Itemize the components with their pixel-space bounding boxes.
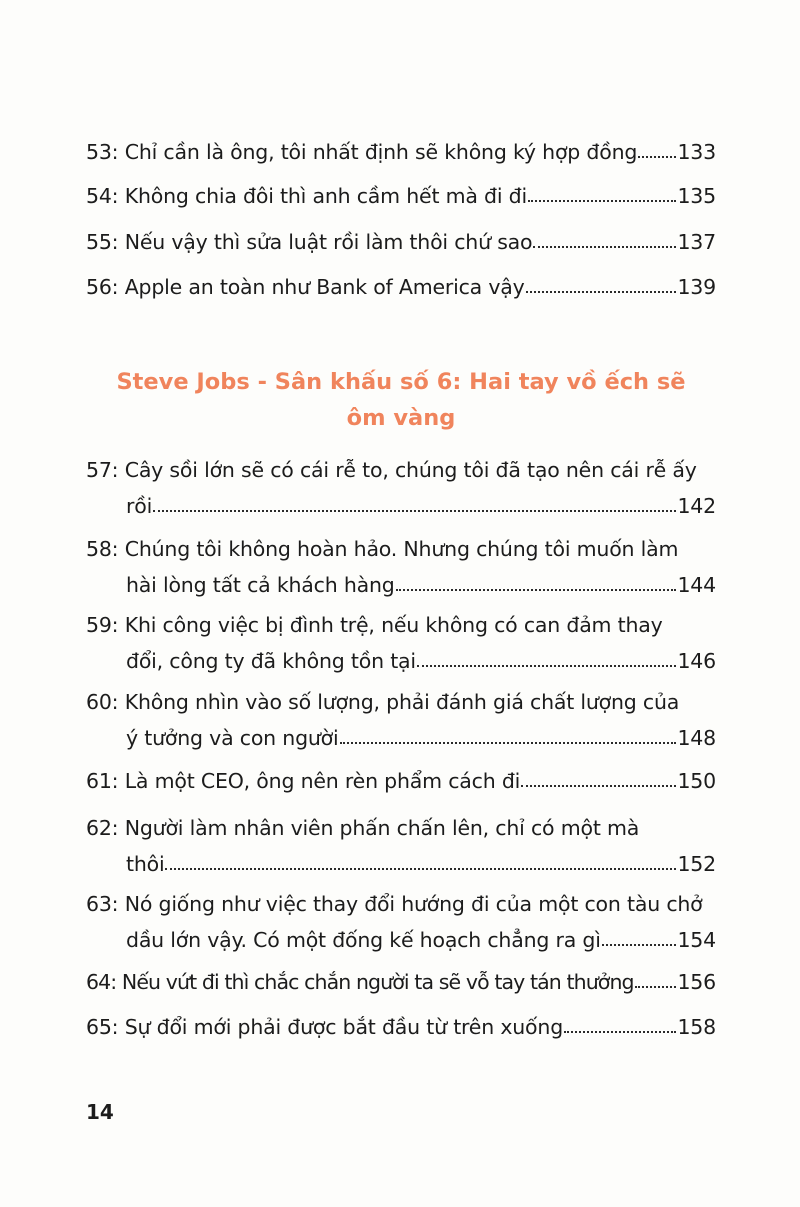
toc-entry-page: 146 [677, 649, 716, 673]
dot-leader [526, 274, 677, 294]
toc-entry-title: 61: Là một CEO, ông nên rèn phẩm cách đi [86, 769, 521, 793]
toc-entry-title: 63: Nó giống như việc thay đổi hướng đi của một con tàu chở [86, 892, 703, 916]
toc-entry-page: 139 [677, 275, 716, 299]
toc-entry-page: 150 [677, 769, 716, 793]
toc-entry-65[interactable] [86, 1009, 716, 1045]
dot-leader [564, 1014, 676, 1034]
page-number: 14 [86, 1100, 114, 1124]
toc-entry-page: 152 [677, 852, 716, 876]
toc-entry-55[interactable] [86, 224, 716, 260]
toc-entry-title: 64: Nếu vứt đi thì chắc chắn người ta sẽ vỗ tay tán thưởng [86, 970, 634, 994]
toc-entry-title-cont: đổi, công ty đã không tồn tại [126, 649, 416, 673]
toc-entry-title: 58: Chúng tôi không hoàn hảo. Nhưng chúng tôi muốn làm [86, 537, 679, 561]
toc-entry-54[interactable] [86, 178, 716, 214]
toc-entry-title-cont: ý tưởng và con người [126, 726, 339, 750]
toc-entry-title: 62: Người làm nhân viên phấn chấn lên, chỉ có một mà [86, 816, 640, 840]
toc-entry-title: 60: Không nhìn vào số lượng, phải đánh giá chất lượng của [86, 690, 680, 714]
toc-entry-page: 137 [677, 230, 716, 254]
toc-entry-59[interactable] [86, 607, 716, 679]
toc-entry-page: 158 [677, 1015, 716, 1039]
toc-entry-title: 59: Khi công việc bị đình trệ, nếu không có can đảm thay [86, 613, 663, 637]
section-heading-line-1: Steve Jobs - Sân khấu số 6: Hai tay vồ ếch sẽ [116, 369, 686, 395]
toc-entry-page: 156 [677, 970, 716, 994]
toc-entry-57[interactable] [86, 452, 716, 524]
toc-entry-title: 57: Cây sồi lớn sẽ có cái rễ to, chúng tôi đã tạo nên cái rễ ấy [86, 458, 697, 482]
toc-entry-title: 53: Chỉ cần là ông, tôi nhất định sẽ không ký hợp đồng [86, 140, 638, 164]
toc-entry-title: 56: Apple an toàn như Bank of America vậy [86, 275, 525, 299]
toc-entry-60[interactable] [86, 684, 716, 756]
toc-entry-62[interactable] [86, 810, 716, 882]
toc-entry-61[interactable] [86, 763, 716, 799]
toc-entry-64[interactable] [86, 964, 716, 1000]
toc-entry-title: 65: Sự đổi mới phải được bắt đầu từ trên xuống [86, 1015, 564, 1039]
dot-leader [528, 183, 676, 203]
toc-entry-title-cont: hài lòng tất cả khách hàng [126, 573, 395, 597]
toc-entry-page: 154 [677, 928, 716, 952]
dot-leader [533, 229, 676, 249]
toc-entry-title-cont: rồi [126, 494, 153, 518]
dot-leader [396, 572, 677, 592]
toc-entry-page: 144 [677, 573, 716, 597]
toc-entry-title: 54: Không chia đôi thì anh cầm hết mà đi đi [86, 184, 527, 208]
toc-entry-56[interactable] [86, 269, 716, 305]
toc-entry-title: 55: Nếu vậy thì sửa luật rồi làm thôi chứ sao [86, 230, 533, 254]
dot-leader [602, 927, 677, 947]
toc-entry-53[interactable] [86, 134, 716, 170]
toc-entry-page: 135 [677, 184, 716, 208]
toc-entry-page: 148 [677, 726, 716, 750]
dot-leader [635, 969, 677, 989]
dot-leader [340, 725, 677, 745]
dot-leader [638, 139, 676, 159]
dot-leader [165, 851, 676, 871]
dot-leader [521, 768, 676, 788]
section-heading-line-2: ôm vàng [346, 405, 456, 431]
toc-entry-page: 142 [677, 494, 716, 518]
toc-entry-title-cont: dầu lớn vậy. Có một đống kế hoạch chẳng ra gì [126, 928, 601, 952]
toc-entry-58[interactable] [86, 531, 716, 603]
toc-entry-title-cont: thôi [126, 852, 165, 876]
dot-leader [417, 648, 677, 668]
toc-entry-page: 133 [677, 140, 716, 164]
section-heading [86, 364, 716, 436]
dot-leader [153, 493, 676, 513]
toc-entry-63[interactable] [86, 886, 716, 958]
